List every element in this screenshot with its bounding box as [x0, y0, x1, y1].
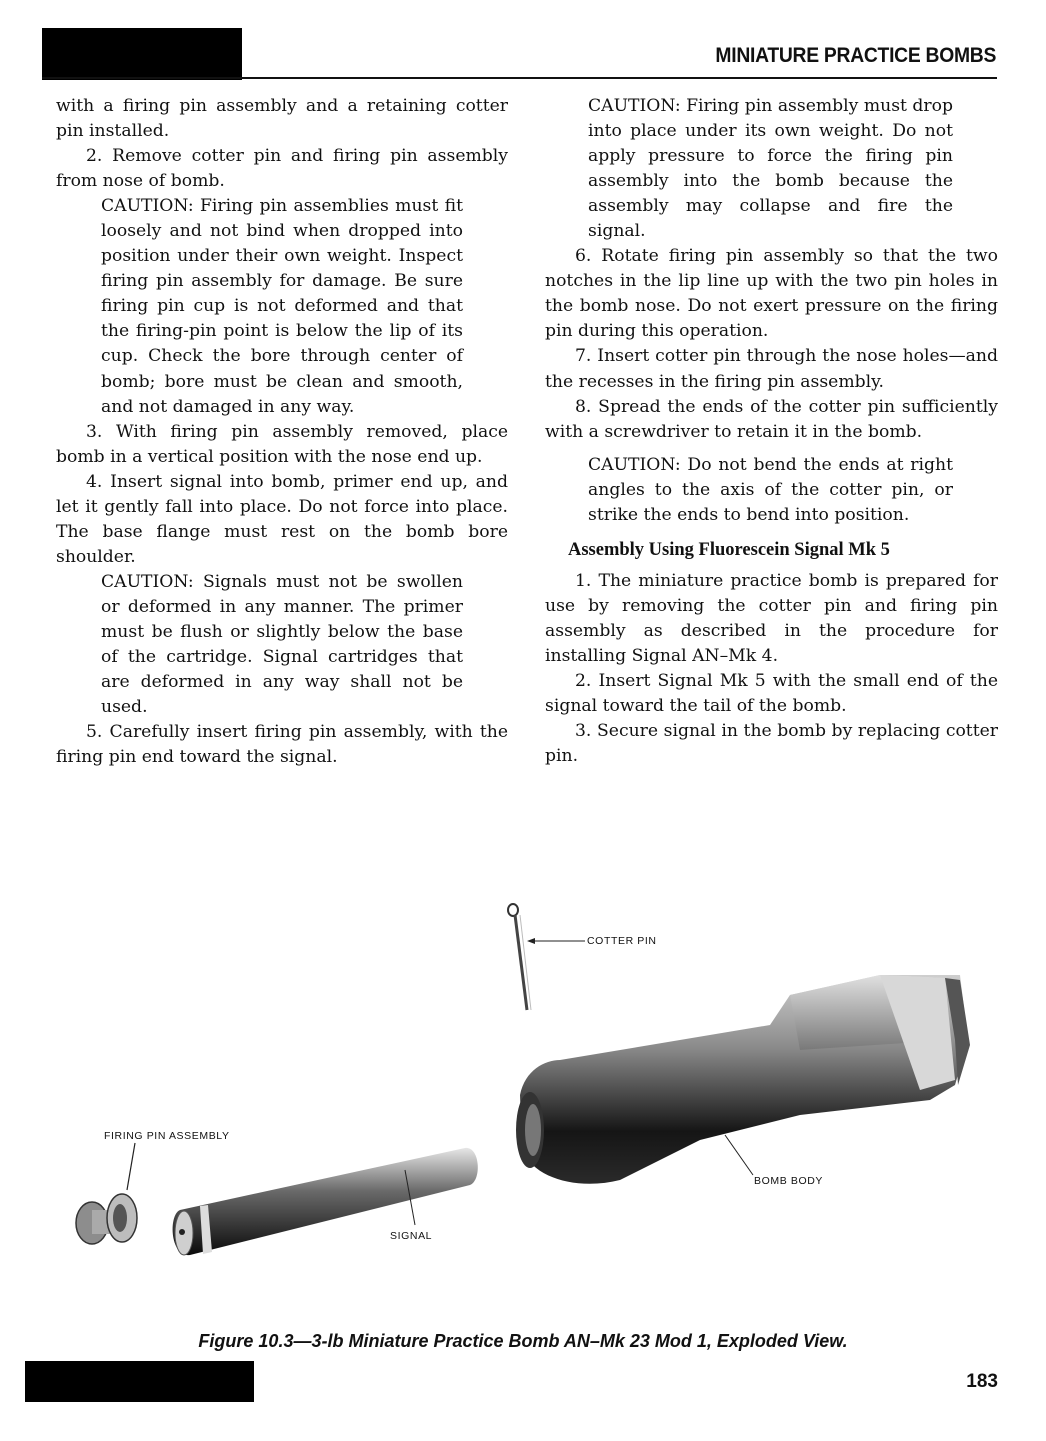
step-4: 4. Insert signal into bomb, primer end up, and let it gently fall into place. Do not force into place. The base flange must rest on the bomb bore shoulder.	[56, 471, 508, 567]
redaction-block-bottom	[25, 1361, 254, 1402]
bomb-body-part	[516, 975, 970, 1184]
running-head: MINIATURE PRACTICE BOMBS	[715, 44, 996, 67]
step-3: 3. With firing pin assembly removed, place bomb in a vertical position with the nose end up.	[56, 421, 508, 467]
step-5: 5. Carefully insert firing pin assembly, with the firing pin end toward the signal.	[56, 722, 508, 768]
header-rule	[42, 77, 997, 79]
caution-signals: CAUTION: Signals must not be swollen or deformed in any manner. The primer must be flush or slightly below the base of the cartridge. Signal cartridges that are deformed in any way shall not be used.	[101, 571, 463, 718]
figure-caption: Figure 10.3—3-lb Miniature Practice Bomb AN–Mk 23 Mod 1, Exploded View.	[198, 1331, 848, 1351]
step-6: 6. Rotate firing pin assembly so that the two notches in the lip line up with the two pin holes in the bomb nose. Do not exert pressure on the firing pin during this operation.	[545, 246, 998, 342]
paragraph-continued: with a firing pin assembly and a retaining cotter pin installed.	[56, 96, 508, 142]
label-cotter-pin: COTTER PIN	[587, 935, 657, 947]
caution-drop-into-place: CAUTION: Firing pin assembly must drop into place under its own weight. Do not apply pressure to force the firing pin assembly into the bomb because the assembly may collapse and fire the signal.	[588, 96, 953, 242]
section-heading: Assembly Using Fluorescein Signal Mk 5	[568, 539, 890, 560]
arrowhead-icon	[527, 938, 535, 944]
left-column	[56, 94, 508, 770]
page-number: 183	[966, 1371, 998, 1392]
exploded-view-illustration	[0, 880, 1046, 1320]
right-column	[545, 94, 998, 769]
step-8: 8. Spread the ends of the cotter pin sufficiently with a screwdriver to retain it in the bomb.	[545, 396, 998, 442]
redaction-block-top	[42, 28, 242, 80]
mk5-step-2: 2. Insert Signal Mk 5 with the small end of the signal toward the tail of the bomb.	[545, 671, 998, 717]
firing-pin-assembly-part	[76, 1194, 137, 1244]
step-7: 7. Insert cotter pin through the nose holes—and the recesses in the firing pin assembly.	[545, 346, 998, 392]
caution-cotter-ends: CAUTION: Do not bend the ends at right angles to the axis of the cotter pin, or strike the ends to bend into position.	[588, 454, 953, 525]
mk5-step-1: 1. The miniature practice bomb is prepared for use by removing the cotter pin and firing pin assembly as described in the procedure for installing Signal AN–Mk 4.	[545, 570, 998, 666]
label-bomb-body: BOMB BODY	[754, 1175, 823, 1187]
label-firing-pin-assembly: FIRING PIN ASSEMBLY	[104, 1130, 230, 1142]
bomb-body-leader	[725, 1135, 753, 1175]
mk5-step-3: 3. Secure signal in the bomb by replacing cotter pin.	[545, 721, 998, 767]
cotter-pin-part	[508, 904, 531, 1010]
firing-pin-leader	[127, 1143, 135, 1190]
label-signal: SIGNAL	[390, 1230, 433, 1242]
step-2: 2. Remove cotter pin and firing pin assembly from nose of bomb.	[56, 146, 508, 192]
caution-firing-pin: CAUTION: Firing pin assemblies must fit loosely and not bind when dropped into position under their own weight. Inspect firing pin assembly for damage. Be sure firing pin cup is not deformed and that the firing-pin point is below the lip of its cup. Check the bore through center of bomb; bore must be clean and smooth, and not damaged in any way.	[101, 196, 463, 417]
